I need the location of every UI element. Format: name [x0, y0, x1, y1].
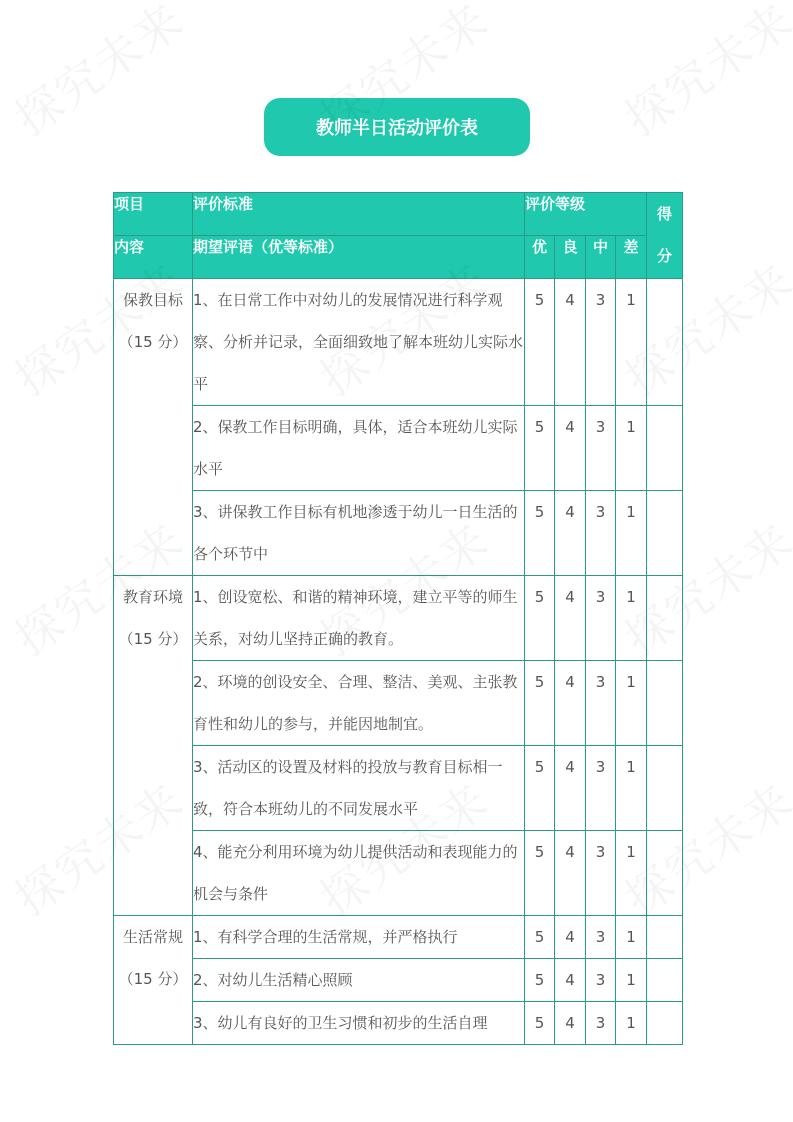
category-points: （15 分）	[118, 970, 188, 988]
category-name: 保教目标	[122, 291, 183, 309]
grade-point: 4	[555, 916, 586, 959]
header-item: 项目	[114, 193, 193, 236]
category-cell	[114, 576, 193, 916]
grade-point: 1	[616, 491, 647, 576]
table-row	[114, 1002, 683, 1045]
table-row	[114, 576, 683, 661]
criterion-text: 1、在日常工作中对幼儿的发展情况进行科学观察、分析并记录，全面细致地了解本班幼儿实际水平	[193, 279, 525, 406]
score-input-cell[interactable]	[647, 959, 683, 1002]
grade-point: 5	[525, 746, 555, 831]
grade-point: 1	[616, 576, 647, 661]
header-row-1	[114, 193, 683, 236]
grade-point: 5	[525, 831, 555, 916]
table-row	[114, 661, 683, 746]
table-row	[114, 279, 683, 406]
criterion-text: 3、活动区的设置及材料的投放与教育目标相一致，符合本班幼儿的不同发展水平	[193, 746, 525, 831]
grade-point: 4	[555, 959, 586, 1002]
table-row	[114, 831, 683, 916]
grade-point: 5	[525, 279, 555, 406]
table-row	[114, 746, 683, 831]
grade-point: 4	[555, 406, 586, 491]
grade-point: 4	[555, 831, 586, 916]
criterion-text: 2、保教工作目标明确，具体，适合本班幼儿实际水平	[193, 406, 525, 491]
header-expected: 期望评语（优等标准）	[193, 236, 525, 279]
score-input-cell[interactable]	[647, 661, 683, 746]
grade-point: 4	[555, 1002, 586, 1045]
category-cell	[114, 916, 193, 1045]
grade-point: 1	[616, 279, 647, 406]
table-row	[114, 491, 683, 576]
grade-point: 4	[555, 576, 586, 661]
criterion-text: 2、对幼儿生活精心照顾	[193, 959, 525, 1002]
grade-point: 4	[555, 661, 586, 746]
grade-point: 3	[586, 1002, 616, 1045]
score-input-cell[interactable]	[647, 279, 683, 406]
grade-point: 3	[586, 746, 616, 831]
criterion-text: 3、讲保教工作目标有机地渗透于幼儿一日生活的各个环节中	[193, 491, 525, 576]
grade-point: 5	[525, 491, 555, 576]
grade-point: 5	[525, 576, 555, 661]
category-name: 生活常规	[122, 928, 183, 946]
header-score	[647, 193, 683, 279]
grade-point: 1	[616, 1002, 647, 1045]
grade-point: 3	[586, 279, 616, 406]
header-score-2: 分	[657, 247, 673, 265]
category-points: （15 分）	[118, 333, 188, 351]
grade-point: 1	[616, 916, 647, 959]
page-title: 教师半日活动评价表	[264, 98, 530, 156]
category-points: （15 分）	[118, 630, 188, 648]
grade-point: 3	[586, 406, 616, 491]
header-content: 内容	[114, 236, 193, 279]
score-input-cell[interactable]	[647, 831, 683, 916]
category-name: 教育环境	[122, 588, 183, 606]
grade-point: 4	[555, 279, 586, 406]
header-score-1: 得	[657, 205, 673, 223]
score-input-cell[interactable]	[647, 491, 683, 576]
criterion-text: 2、环境的创设安全、合理、整洁、美观、主张教育性和幼儿的参与，并能因地制宜。	[193, 661, 525, 746]
grade-point: 5	[525, 959, 555, 1002]
table-row	[114, 916, 683, 959]
grade-poor: 差	[616, 236, 647, 279]
category-cell	[114, 279, 193, 576]
criterion-text: 1、创设宽松、和谐的精神环境，建立平等的师生关系，对幼儿坚持正确的教育。	[193, 576, 525, 661]
score-input-cell[interactable]	[647, 406, 683, 491]
header-row-2	[114, 236, 683, 279]
grade-point: 5	[525, 406, 555, 491]
grade-point: 5	[525, 1002, 555, 1045]
table-row	[114, 406, 683, 491]
grade-point: 3	[586, 661, 616, 746]
criterion-text: 4、能充分利用环境为幼儿提供活动和表现能力的机会与条件	[193, 831, 525, 916]
score-input-cell[interactable]	[647, 1002, 683, 1045]
grade-point: 3	[586, 916, 616, 959]
criterion-text: 1、有科学合理的生活常规，并严格执行	[193, 916, 525, 959]
grade-excellent: 优	[525, 236, 555, 279]
grade-point: 4	[555, 746, 586, 831]
grade-point: 4	[555, 491, 586, 576]
score-input-cell[interactable]	[647, 576, 683, 661]
grade-point: 3	[586, 491, 616, 576]
grade-point: 5	[525, 916, 555, 959]
watermark	[610, 0, 793, 149]
grade-point: 3	[586, 576, 616, 661]
score-input-cell[interactable]	[647, 746, 683, 831]
grade-fair: 中	[586, 236, 616, 279]
grade-point: 1	[616, 661, 647, 746]
table-row	[114, 959, 683, 1002]
grade-good: 良	[555, 236, 586, 279]
grade-point: 3	[586, 831, 616, 916]
score-input-cell[interactable]	[647, 916, 683, 959]
criterion-text: 3、幼儿有良好的卫生习惯和初步的生活自理	[193, 1002, 525, 1045]
grade-point: 1	[616, 959, 647, 1002]
evaluation-table	[113, 192, 683, 1045]
grade-point: 1	[616, 831, 647, 916]
grade-point: 5	[525, 661, 555, 746]
grade-point: 1	[616, 406, 647, 491]
grade-point: 1	[616, 746, 647, 831]
grade-point: 3	[586, 959, 616, 1002]
watermark	[0, 0, 195, 149]
header-criteria: 评价标准	[193, 193, 525, 236]
header-grade: 评价等级	[525, 193, 647, 236]
